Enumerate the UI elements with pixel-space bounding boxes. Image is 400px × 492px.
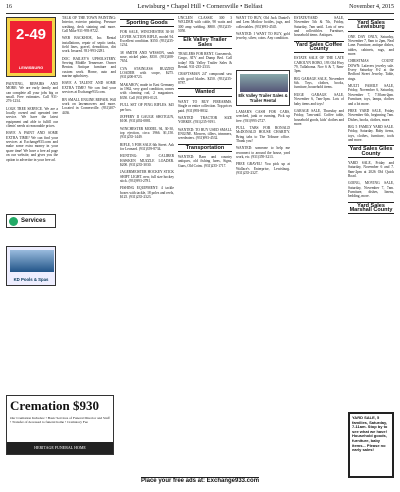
listing: FREE GRAVEL! You pick up at Wallace's Enterprise, Lewisburg. (931)235-2327.	[236, 162, 290, 176]
trailer-heading: Elk Valley Trailer Sales	[178, 36, 232, 49]
listing: CVA STAINLESS BUZZED LOADER with scope, $275. (931)200-8723.	[120, 66, 174, 80]
listing: FOR SALE, WINCHESTER 30-30 LEVER ACTION RIFLE, model 94. Excellent condition. $350. (931)235-1234.	[120, 30, 174, 48]
listing: TALK OF THE TOWN PAINTING: Interior, exterior painting. Pressure washing, deck staining and more. Call Mike 931-993-8722.	[62, 16, 116, 34]
listing: YARD SALE, Friday and Saturday, November 6 and 7. 8am-2pm at 2026 Old Quick Road.	[348, 160, 394, 178]
trailer-ad-image	[240, 74, 288, 92]
listing: HAVE A TALENT AND SOME EXTRA TIME? We can find your services at Exchange933.com.	[62, 81, 116, 95]
column-5-top	[236, 16, 290, 66]
section-yard-sales-lewisburg: Yard Sales Lewisburg	[348, 19, 394, 32]
dollar-days-ad	[6, 17, 56, 77]
listing: WANTED: TO BUY USED SMALL ENGINE. Mowers, tillers, trimmers, weedeaters. (931)993-4532.	[178, 127, 232, 141]
listing: HAVE A PAINT AND SOME EXTRA TIME? We can find your services at Exchange933.com and make some extra money in your spare time! We have a free ad page on our website, and gives you the option to advertise in your free ad.	[6, 131, 58, 162]
listing: WINCHESTER MODEL 94, 30-30, top ejection, circa 1966. $1,150. (931)235-1449.	[120, 126, 174, 140]
listing: FREE YARD SALE, Friday November 6th, beginning 7am. Dishes, books, clothes, more.	[348, 108, 394, 122]
dollar-amount: 2-49	[15, 26, 47, 43]
cremation-text: Our Cremation Includes: • Basic Services of Funeral Director and Staff • Transfer of deceased to funeral home • Crematory Fee	[10, 416, 110, 424]
funeral-home-banner: HERITAGE FUNERAL HOME	[7, 442, 113, 454]
footer-cta	[6, 474, 394, 488]
dollar-location: LEWISBURG	[18, 65, 44, 70]
listing: JEFFERY II GAUGE SHOTGUN, $100. (931)492-0881.	[120, 114, 174, 124]
listing: RIFLE, 5 FOR SALE 6th Street. Ask for Leonard. (931)359-8734.	[120, 142, 174, 151]
pool-ad-label: KD Pools & Spas	[13, 277, 49, 282]
listing: ONE DAY ONLY, Saturday, November 7, 8am to 2pm, Neal Lane. Furniture, antique dishes, tables, cabinets, rugs, and more.	[348, 34, 394, 57]
listing: ESTATE/YARD SALE, November 5th & 7th, Friday, Saturday, 7am until. Lots of new and collectibles. Furniture, household items. Antiques.	[294, 16, 344, 38]
listing: BIG 5 FAMILY YARD SALE. Friday, Saturday. Baby items, toys, clothes, furniture, tools and more.	[348, 124, 394, 142]
header-rule	[6, 13, 394, 14]
section-transportation: Transportation	[178, 144, 232, 152]
listing: BIG GARAGE SALE, November 6th. Toys, clothes, books, furniture, household items.	[294, 76, 344, 90]
listing: HUNTING: 30 CALIBER HAWKEN MUZZLE LOADER. $200. (931)235-3030.	[120, 154, 174, 167]
listing: MAKAROV, made in East Germany in 1962, very good condition, comes with cleaning rod, 2 magazines. $350. Call (931)993-0121.	[120, 82, 174, 100]
page-header	[6, 3, 394, 13]
trailer-ad-label: Elk Valley Trailer Sales & Trailer Rental	[238, 93, 288, 103]
listing: FULL SET OF PING RIFLES. $45 per box.	[120, 103, 174, 112]
pool-ad-image	[10, 250, 54, 272]
issue-date: November 4, 2015	[349, 4, 394, 10]
listing: DOC BAILEY'S UPHOLSTERY. Serving Middle Tennessee. Owner Benton. Antique furniture and custom work. Home, auto and marine upholstery.	[62, 56, 116, 79]
services-icon	[9, 217, 18, 226]
section-yard-sales-giles: Yard Sales Giles County	[349, 146, 393, 157]
listing: GARAGE SALE, Thursday and Friday, 7am-until. Coffee table, household goods, kids' clothes and more.	[294, 108, 344, 126]
section-wanted: Wanted	[178, 88, 232, 96]
listing: RN SMALL ENGINE REPAIR. Will work on lawnmowers and more. Located in Cornersville. (931)307-4436.	[62, 97, 116, 115]
listing: MULTI FAMILY SALE, Friday, November 6, Saturday, November 7, 7:30am-2pm. Furniture, toys, lamps, clothes and a lot more.	[348, 84, 394, 106]
column-6	[294, 16, 344, 456]
listing: WEB BACKHOE, Inc. Rental installations, repair of septic tanks, field lines, gravel, demolition, dirt work. Insured. 931-993-2281.	[62, 36, 116, 54]
listing: FISHING EQUIPMENT: 4 tackle boxes with tackle, 18 poles and reels, $125. (931)235-2323.	[120, 186, 174, 199]
pool-ad	[6, 246, 56, 286]
column-3	[120, 16, 174, 456]
cremation-ad	[6, 395, 114, 455]
listing: GOING, MOVING SALE, Saturday, November 7, 7am. Furniture, dishes, linens, bedding, more.	[348, 181, 394, 199]
column-7	[348, 16, 394, 408]
listing: CRAFTSMAN 24" compound saw with good blades. $250. (931)235-8787.	[178, 72, 232, 86]
listing: WANTED: Barn and country antiques, old fishing lures, Signs, Guns, Old Coins. (931)235-1717.	[178, 154, 232, 168]
yard-sale-highlight-ad: YARD SALE, 5 families, Saturday, 7-11am. Stop by to see what we have! Household goods, furniture, baby items... Please no early sales!	[348, 412, 394, 478]
listing: WANTED TRACTOR SIZE YORKIE. (931)235-9191.	[178, 115, 232, 125]
listing: UNCLEN CLASSIC 300 3 WELDER with cable, 90 watts and 300 amp welding. $800. (931)235-5050.	[178, 16, 232, 34]
column-2	[62, 16, 116, 394]
section-yard-sales-marshall: Yard Sales Marshall County	[349, 202, 393, 214]
column-1	[6, 82, 58, 212]
section-yard-sales-coffee: Yard Sales Coffee County	[295, 41, 343, 53]
listing: PAINTING, REPAIRS AND MORE: We are early family and can complete all your jobs big or small. Free estimates. Call 931-276-1234.	[6, 82, 58, 104]
listing: WANT TO BUY FIREARMS. Single or entire collection. Top prices paid. (931)993-8832.	[178, 99, 232, 113]
listing: TRAILERS FOR RENT. Gooseneck, Cargo, ATV and Dump Bed. Call today! Elk Valley Trailer Sales & Rental. 931-235-2333.	[178, 52, 232, 70]
listing: WANTED: I WANT TO BUY, gold jewelry, silver, coins. Any condition.	[236, 32, 290, 41]
trailer-ad	[236, 70, 290, 106]
page-number: 16	[6, 4, 12, 10]
paper-title: Lewisburg • Chapel Hill • Cornersville • Belfast	[137, 3, 263, 10]
listing: CHRISTMAS COUNT DOWN: Lafavers jewelry sale. Every Saturday 8-2 at the Bedford Street Jewelry. Table, rings.	[348, 59, 394, 81]
column-4	[178, 16, 232, 456]
listing: ESTATE SALE OF THE LATE CAROLYN ROBO, 193 Old Hwy 79, Tullahoma. Nov 6 & 7, 8am-3pm.	[294, 56, 344, 74]
listing: LOGE TREE SERVICE. We are a locally owned and operated tree service. We have the latest equipment and able to fulfill our clients' needs at reasonable prices.	[6, 106, 58, 129]
cremation-title: Cremation $930	[10, 398, 99, 413]
column-5	[236, 110, 290, 440]
column-1-lower	[6, 232, 58, 244]
listing: 38 SMITH AND WESSON, snub nose, nickel plate, $350. (931)308-7654.	[120, 50, 174, 64]
footer-text: Place your free ads at: Exchange933.com	[140, 478, 260, 484]
listing: HUGE GARAGE SALE, November 6, 7am-3pm. Lots of baby items and toys!	[294, 92, 344, 106]
services-heading: Services	[6, 214, 56, 228]
listing: PULL TABS FOR RONALD McDONALD HOUSE CHARITY. Bring tabs to The Tribune office. Thank you!	[236, 126, 290, 144]
listing: JAGERMEISTER HOCKEY STICK SHIFT LIGHT. new, full size hockey stick. (931)993-2781.	[120, 170, 174, 183]
listing: LAMAR'S CASH FOR CARS, wrecked, junk or running. Pick up free. (931)993-2727.	[236, 110, 290, 123]
listing: WANT TO BUY, Old Jack Daniel's and Lem Motlow bottles, jugs, and collectables. (931)993-4545.	[236, 16, 290, 29]
section-sporting-goods: Sporting Goods	[120, 19, 174, 27]
listing: WANTED: someone to help me reconnect to around the house, yard work, etc. (931)359-3213.	[236, 146, 290, 160]
